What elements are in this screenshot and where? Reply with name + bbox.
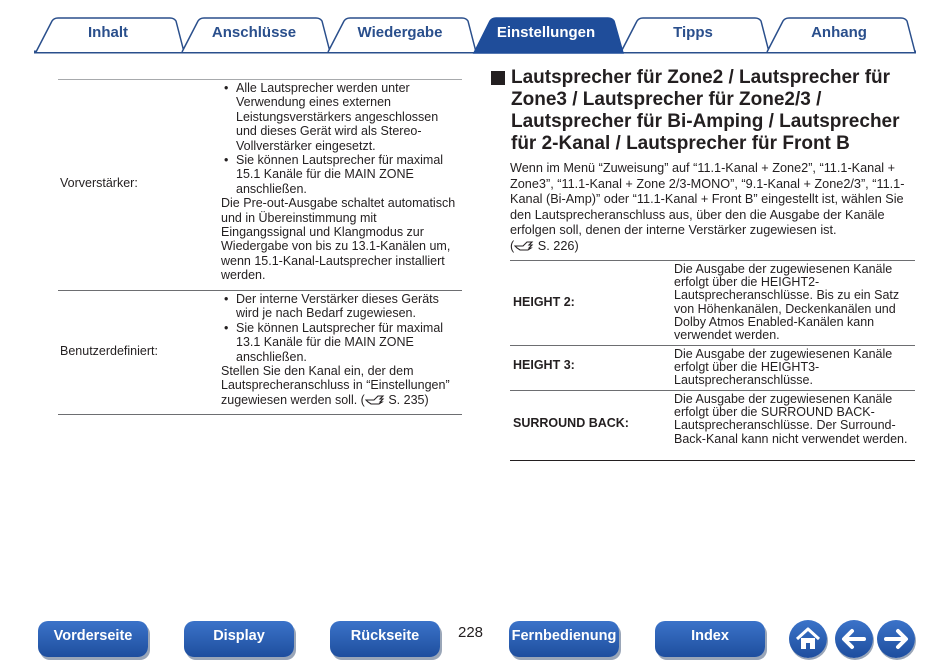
- right-settings-table: [510, 260, 915, 461]
- intro-text: Wenn im Menü “Zuweisung” auf “11.1-Kanal + Zone2”, “11.1-Kanal + Zone3”, “11.1-Kanal + Zone 2/3-MONO”, “9.1-Kanal + Zone2/3”, “11.1-Kanal (Bi-Amp)” oder “11.1-Kanal + Front B” eingestellt ist, wählen Sie den Lautsprecheranschluss aus, über den die Ausgabe der Kanäle erfolgen soll, denen der interne Verstärker zugewiesen ist.: [510, 161, 905, 237]
- tab-tipps[interactable]: Tipps: [673, 24, 713, 41]
- tab-anhang[interactable]: Anhang: [811, 24, 867, 41]
- row-note: Stellen Sie den Kanal ein, der dem Lautsprecheranschluss in “Einstellungen” zugewiesen werden soll. ( S. 235): [221, 364, 450, 407]
- arrow-right-icon: [877, 620, 915, 658]
- row-value: Die Ausgabe der zugewiesenen Kanäle erfolgt über die HEIGHT2-Lautsprecheranschlüsse. Bis zu ein Satz von Höhenkanälen, Deckenkanälen und Dolby Atmos Enabled-Kanälen kann verwendet werden.: [674, 262, 900, 343]
- page-reference-icon: [514, 240, 534, 251]
- section-title: Lautsprecher für Zone2 / Lautsprecher für Zone3 / Lautsprecher für Zone2/3 / Lautsprecher für Bi-Amping / Lautsprecher für 2-Kanal / Lautsprecher für Front B: [511, 67, 900, 154]
- tab-wiedergabe[interactable]: Wiedergabe: [357, 24, 443, 41]
- tab-bar: [34, 17, 916, 55]
- bullet-item: • Der interne Verstärker dieses Geräts wird je nach Bedarf zugewiesen.: [221, 292, 462, 321]
- vorderseite-button[interactable]: Vorderseite: [38, 621, 148, 657]
- row-value: [221, 80, 462, 286]
- bullet-item: • Alle Lautsprecher werden unter Verwendung eines externen Leistungsverstärkers angeschlossen und dieses Gerät wird als Stereo-Vollverstärker eingesetzt.: [221, 81, 462, 153]
- index-button[interactable]: Index: [655, 621, 765, 657]
- intro-ref-open: (: [510, 238, 515, 253]
- fernbedienung-button[interactable]: Fernbedienung: [509, 621, 619, 657]
- row-value: Die Ausgabe der zugewiesenen Kanäle erfolgt über die SURROUND BACK-Lautsprecheranschlüsse. Der Surround-Back-Kanal kann nicht verwendet werden.: [674, 392, 908, 446]
- table-row: [510, 261, 915, 346]
- back-arrow-button[interactable]: [835, 620, 873, 658]
- page-reference-icon: [365, 394, 385, 405]
- table-row: [510, 391, 915, 461]
- home-icon: [789, 620, 827, 658]
- bullet-item: • Sie können Lautsprecher für maximal 15.1 Kanäle für die MAIN ZONE anschließen.: [221, 153, 462, 196]
- display-button[interactable]: Display: [184, 621, 294, 657]
- row-key: HEIGHT 2:: [513, 295, 575, 309]
- row-key: HEIGHT 3:: [513, 358, 575, 372]
- forward-arrow-button[interactable]: [877, 620, 915, 658]
- row-key: Vorverstärker:: [60, 176, 138, 190]
- home-button[interactable]: [789, 620, 827, 658]
- row-value: [221, 291, 462, 410]
- table-row: [58, 290, 462, 415]
- row-note: Die Pre-out-Ausgabe schaltet automatisch und in Übereinstimmung mit Eingangssignal und Klangmodus zur Wiedergabe von bis zu 13.1-Kanälen um, wenn 15.1-Kanal-Lautsprecher installiert werden.: [221, 196, 456, 283]
- heading-square-icon: [491, 71, 505, 85]
- row-note-text: Stellen Sie den Kanal ein, der dem Lautsprecheranschluss in “Einstellungen” zugewiesen werden soll.: [221, 364, 450, 407]
- page-number: 228: [458, 624, 484, 641]
- left-settings-table: [58, 79, 462, 415]
- table-row: [58, 79, 462, 290]
- section-heading: [491, 67, 921, 155]
- row-key: Benutzerdefiniert:: [60, 344, 158, 358]
- row-value: Die Ausgabe der zugewiesenen Kanäle erfolgt über die HEIGHT3-Lautsprecheranschlüsse.: [674, 347, 893, 388]
- bullet-item: • Sie können Lautsprecher für maximal 13.1 Kanäle für die MAIN ZONE anschließen.: [221, 321, 462, 364]
- row-key: SURROUND BACK:: [513, 416, 629, 430]
- tab-inhalt[interactable]: Inhalt: [88, 24, 128, 41]
- tab-anschluesse[interactable]: Anschlüsse: [211, 24, 297, 41]
- section-intro: [510, 161, 920, 254]
- table-row: [510, 346, 915, 391]
- page-reference-link[interactable]: S. 226): [537, 238, 579, 253]
- arrow-left-icon: [835, 620, 873, 658]
- tab-einstellungen[interactable]: Einstellungen: [496, 24, 596, 41]
- page-reference-link[interactable]: S. 235): [388, 392, 429, 407]
- rueckseite-button[interactable]: Rückseite: [330, 621, 440, 657]
